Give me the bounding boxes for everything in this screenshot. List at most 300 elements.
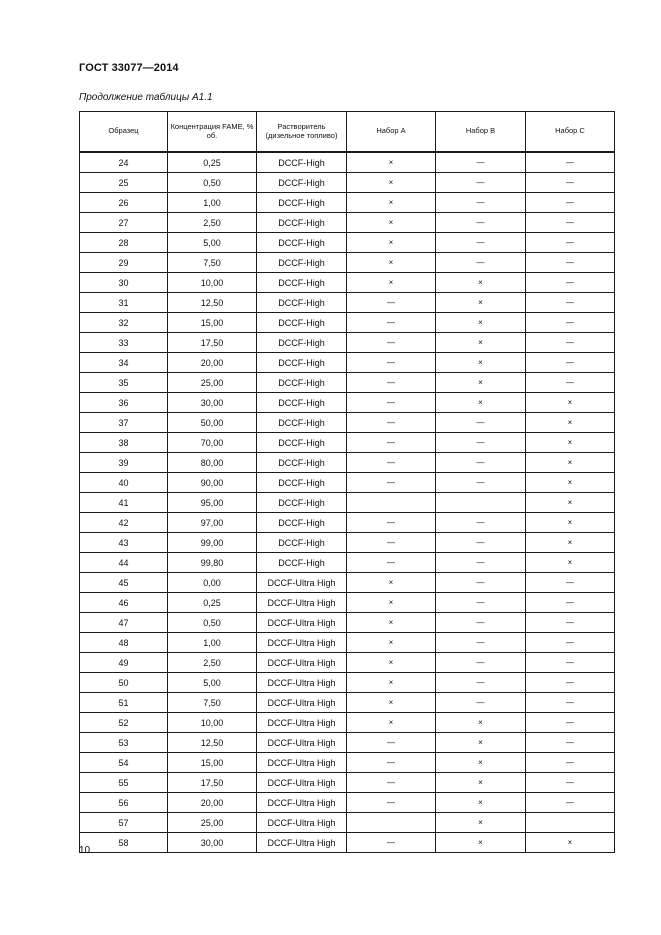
cell-value: 44: [118, 557, 129, 568]
cell-value: DCCF-Ultra High: [267, 817, 336, 828]
cell-value: 25,00: [200, 377, 224, 388]
table-row: [80, 333, 615, 353]
set-mark: —: [476, 158, 485, 167]
set-mark: —: [566, 738, 574, 747]
set-mark: —: [566, 758, 574, 767]
cell-sample: [80, 213, 168, 233]
cell-set-b: [436, 152, 526, 173]
cell-solvent: [257, 713, 347, 733]
set-mark: —: [566, 658, 574, 667]
cell-sample: [80, 193, 168, 213]
set-mark: ×: [478, 398, 483, 407]
set-mark: ×: [478, 838, 483, 847]
set-mark: —: [566, 378, 574, 387]
set-mark: ×: [388, 278, 394, 287]
cell-value: 0,50: [203, 617, 221, 628]
cell-set-c: [526, 673, 615, 693]
cell-value: 0,50: [203, 177, 221, 188]
cell-set-a: [347, 413, 436, 433]
cell-set-b: [436, 193, 526, 213]
set-mark: ×: [388, 618, 394, 627]
cell-set-a: [347, 193, 436, 213]
cell-value: 42: [118, 517, 129, 528]
cell-value: 99,80: [200, 557, 224, 568]
set-mark: —: [387, 338, 395, 347]
set-mark: ×: [388, 698, 394, 707]
set-mark: —: [387, 378, 395, 387]
table-row: [80, 733, 615, 753]
cell-set-a: [347, 713, 436, 733]
cell-sample: [80, 733, 168, 753]
cell-set-c: [526, 793, 615, 813]
cell-value: DCCF-High: [278, 457, 325, 468]
set-mark: ×: [478, 738, 483, 747]
table-header-row: [80, 112, 615, 153]
cell-set-c: [526, 152, 615, 173]
cell-concentration: [168, 273, 257, 293]
set-mark: —: [387, 358, 395, 367]
cell-concentration: [168, 152, 257, 173]
cell-value: 56: [118, 797, 129, 808]
cell-concentration: [168, 433, 257, 453]
cell-concentration: [168, 593, 257, 613]
set-mark: —: [387, 778, 395, 787]
cell-value: 15,00: [200, 317, 224, 328]
table-row: [80, 673, 615, 693]
cell-sample: [80, 313, 168, 333]
cell-concentration: [168, 313, 257, 333]
table-row: [80, 493, 615, 513]
cell-concentration: [168, 613, 257, 633]
set-mark: ×: [388, 258, 394, 267]
cell-set-a: [347, 333, 436, 353]
cell-set-b: [436, 173, 526, 193]
cell-value: DCCF-High: [278, 257, 325, 268]
set-mark: ×: [388, 598, 394, 607]
table-row: [80, 813, 615, 833]
cell-sample: [80, 473, 168, 493]
cell-sample: [80, 813, 168, 833]
cell-value: 10,00: [200, 277, 224, 288]
cell-sample: [80, 173, 168, 193]
table-row: [80, 433, 615, 453]
cell-sample: [80, 353, 168, 373]
cell-set-c: [526, 753, 615, 773]
cell-value: 25: [118, 177, 129, 188]
cell-set-a: [347, 493, 436, 513]
table-row: [80, 793, 615, 813]
cell-set-a: [347, 813, 436, 833]
table-row: [80, 713, 615, 733]
cell-concentration: [168, 573, 257, 593]
cell-value: 5,00: [203, 237, 221, 248]
cell-value: 26: [118, 197, 129, 208]
set-mark: ×: [388, 638, 394, 647]
cell-value: 7,50: [203, 257, 221, 268]
cell-value: 47: [118, 617, 129, 628]
set-mark: —: [566, 718, 574, 727]
cell-concentration: [168, 353, 257, 373]
cell-value: 1,00: [203, 637, 221, 648]
cell-solvent: [257, 573, 347, 593]
cell-value: 20,00: [200, 797, 224, 808]
cell-set-b: [436, 373, 526, 393]
cell-sample: [80, 393, 168, 413]
cell-concentration: [168, 213, 257, 233]
cell-concentration: [168, 773, 257, 793]
cell-set-a: [347, 353, 436, 373]
set-mark: —: [566, 198, 574, 207]
cell-solvent: [257, 813, 347, 833]
set-mark: —: [566, 358, 574, 367]
cell-value: 34: [118, 357, 129, 368]
table-row: [80, 453, 615, 473]
set-mark: —: [387, 398, 395, 407]
cell-set-a: [347, 453, 436, 473]
cell-concentration: [168, 333, 257, 353]
cell-set-a: [347, 253, 436, 273]
cell-set-a: [347, 233, 436, 253]
cell-set-a: [347, 513, 436, 533]
cell-value: 57: [118, 817, 129, 828]
cell-solvent: [257, 152, 347, 173]
set-mark: —: [476, 258, 485, 267]
cell-value: DCCF-High: [278, 277, 325, 288]
cell-set-a: [347, 173, 436, 193]
cell-set-c: [526, 633, 615, 653]
set-mark: —: [476, 478, 485, 487]
set-mark: ×: [567, 558, 573, 567]
cell-value: DCCF-High: [278, 337, 325, 348]
table-row: [80, 293, 615, 313]
cell-value: 37: [118, 417, 129, 428]
cell-set-a: [347, 693, 436, 713]
cell-set-c: [526, 773, 615, 793]
set-mark: —: [387, 838, 395, 847]
cell-concentration: [168, 233, 257, 253]
table-row: [80, 773, 615, 793]
set-mark: —: [476, 538, 485, 547]
cell-set-a: [347, 633, 436, 653]
cell-set-c: [526, 433, 615, 453]
table-row: [80, 353, 615, 373]
cell-sample: [80, 573, 168, 593]
cell-set-b: [436, 353, 526, 373]
cell-value: 38: [118, 437, 129, 448]
set-mark: —: [566, 318, 574, 327]
header-set-b: Набор В: [436, 112, 526, 153]
cell-solvent: [257, 613, 347, 633]
set-mark: ×: [388, 218, 394, 227]
cell-value: 0,25: [203, 597, 221, 608]
set-mark: —: [476, 598, 485, 607]
cell-concentration: [168, 753, 257, 773]
cell-set-a: [347, 473, 436, 493]
cell-solvent: [257, 773, 347, 793]
cell-value: 49: [118, 657, 129, 668]
cell-set-c: [526, 693, 615, 713]
cell-set-c: [526, 833, 615, 853]
cell-value: 41: [118, 497, 129, 508]
cell-value: 20,00: [200, 357, 224, 368]
set-mark: —: [566, 178, 574, 187]
set-mark: —: [476, 418, 485, 427]
cell-set-b: [436, 333, 526, 353]
cell-value: 12,50: [200, 737, 224, 748]
cell-set-b: [436, 313, 526, 333]
cell-value: 1,00: [203, 197, 221, 208]
cell-value: 17,50: [200, 337, 224, 348]
set-mark: —: [476, 658, 485, 667]
cell-value: 52: [118, 717, 129, 728]
cell-set-b: [436, 493, 526, 513]
cell-solvent: [257, 273, 347, 293]
cell-value: 39: [118, 457, 129, 468]
cell-concentration: [168, 653, 257, 673]
table-row: [80, 593, 615, 613]
cell-value: DCCF-Ultra High: [267, 797, 336, 808]
cell-set-a: [347, 653, 436, 673]
cell-set-b: [436, 693, 526, 713]
set-mark: —: [566, 618, 574, 627]
set-mark: —: [566, 698, 574, 707]
cell-value: DCCF-Ultra High: [267, 697, 336, 708]
cell-value: DCCF-High: [278, 497, 325, 508]
cell-concentration: [168, 733, 257, 753]
set-mark: —: [387, 418, 395, 427]
cell-concentration: [168, 413, 257, 433]
cell-set-b: [436, 473, 526, 493]
set-mark: —: [566, 218, 574, 227]
set-mark: ×: [478, 318, 483, 327]
cell-set-c: [526, 713, 615, 733]
set-mark: —: [566, 278, 574, 287]
cell-solvent: [257, 193, 347, 213]
cell-set-a: [347, 393, 436, 413]
cell-set-b: [436, 533, 526, 553]
cell-solvent: [257, 233, 347, 253]
cell-set-a: [347, 553, 436, 573]
cell-concentration: [168, 493, 257, 513]
cell-value: DCCF-Ultra High: [267, 837, 336, 848]
cell-value: 12,50: [200, 297, 224, 308]
cell-solvent: [257, 793, 347, 813]
cell-concentration: [168, 293, 257, 313]
cell-concentration: [168, 453, 257, 473]
cell-set-c: [526, 553, 615, 573]
cell-set-b: [436, 393, 526, 413]
cell-set-a: [347, 373, 436, 393]
document-title: ГОСТ 33077—2014: [79, 62, 179, 74]
cell-set-b: [436, 713, 526, 733]
cell-solvent: [257, 213, 347, 233]
cell-value: 10,00: [200, 717, 224, 728]
cell-concentration: [168, 553, 257, 573]
cell-value: 80,00: [200, 457, 224, 468]
cell-set-b: [436, 273, 526, 293]
set-mark: ×: [567, 418, 573, 427]
set-mark: —: [476, 578, 485, 587]
cell-value: DCCF-High: [278, 217, 325, 228]
cell-solvent: [257, 253, 347, 273]
cell-sample: [80, 553, 168, 573]
header-set-c: Набор С: [526, 112, 615, 153]
cell-sample: [80, 833, 168, 853]
table-row: [80, 313, 615, 333]
set-mark: —: [566, 778, 574, 787]
cell-solvent: [257, 353, 347, 373]
cell-value: DCCF-High: [278, 357, 325, 368]
cell-concentration: [168, 473, 257, 493]
set-mark: —: [566, 678, 574, 687]
cell-sample: [80, 633, 168, 653]
table-row: [80, 553, 615, 573]
cell-value: 0,25: [203, 157, 221, 168]
cell-sample: [80, 713, 168, 733]
cell-value: 97,00: [200, 517, 224, 528]
cell-value: DCCF-Ultra High: [267, 757, 336, 768]
cell-value: DCCF-Ultra High: [267, 677, 336, 688]
set-mark: —: [387, 738, 395, 747]
cell-set-a: [347, 833, 436, 853]
cell-set-c: [526, 813, 615, 833]
table-row: [80, 193, 615, 213]
cell-solvent: [257, 833, 347, 853]
cell-sample: [80, 152, 168, 173]
cell-set-b: [436, 233, 526, 253]
cell-value: DCCF-High: [278, 377, 325, 388]
set-mark: ×: [567, 518, 573, 527]
table-row: [80, 273, 615, 293]
table-row: [80, 473, 615, 493]
set-mark: —: [476, 698, 485, 707]
cell-value: 2,50: [203, 657, 221, 668]
cell-solvent: [257, 633, 347, 653]
cell-set-b: [436, 653, 526, 673]
cell-set-c: [526, 453, 615, 473]
cell-solvent: [257, 413, 347, 433]
cell-value: DCCF-High: [278, 417, 325, 428]
cell-value: 32: [118, 317, 129, 328]
cell-concentration: [168, 393, 257, 413]
cell-sample: [80, 773, 168, 793]
set-mark: ×: [388, 178, 394, 187]
cell-sample: [80, 673, 168, 693]
table-row: [80, 753, 615, 773]
set-mark: ×: [478, 378, 483, 387]
cell-value: DCCF-Ultra High: [267, 657, 336, 668]
cell-set-b: [436, 433, 526, 453]
table-row: [80, 213, 615, 233]
cell-sample: [80, 793, 168, 813]
cell-value: 55: [118, 777, 129, 788]
cell-set-c: [526, 313, 615, 333]
cell-sample: [80, 693, 168, 713]
cell-value: DCCF-Ultra High: [267, 717, 336, 728]
cell-solvent: [257, 673, 347, 693]
cell-value: 15,00: [200, 757, 224, 768]
cell-value: 51: [118, 697, 129, 708]
set-mark: —: [566, 258, 574, 267]
set-mark: —: [476, 218, 485, 227]
cell-set-a: [347, 733, 436, 753]
cell-value: DCCF-Ultra High: [267, 597, 336, 608]
cell-sample: [80, 273, 168, 293]
cell-value: 50: [118, 677, 129, 688]
table-row: [80, 573, 615, 593]
set-mark: ×: [567, 438, 573, 447]
cell-solvent: [257, 313, 347, 333]
cell-set-b: [436, 453, 526, 473]
cell-set-a: [347, 533, 436, 553]
cell-sample: [80, 533, 168, 553]
table-body: [80, 152, 615, 853]
cell-value: DCCF-High: [278, 177, 325, 188]
set-mark: ×: [567, 538, 573, 547]
cell-set-c: [526, 393, 615, 413]
cell-solvent: [257, 753, 347, 773]
set-mark: —: [387, 438, 395, 447]
cell-set-b: [436, 513, 526, 533]
cell-solvent: [257, 593, 347, 613]
cell-value: 5,00: [203, 677, 221, 688]
header-sample: Образец: [80, 112, 168, 153]
table-row: [80, 152, 615, 173]
cell-value: 43: [118, 537, 129, 548]
cell-set-b: [436, 613, 526, 633]
set-mark: —: [566, 298, 574, 307]
cell-value: 45: [118, 577, 129, 588]
cell-set-c: [526, 213, 615, 233]
set-mark: —: [387, 758, 395, 767]
cell-set-c: [526, 253, 615, 273]
set-mark: —: [387, 478, 395, 487]
cell-set-a: [347, 613, 436, 633]
cell-set-c: [526, 333, 615, 353]
cell-value: DCCF-High: [278, 537, 325, 548]
cell-solvent: [257, 473, 347, 493]
table-row: [80, 693, 615, 713]
cell-set-b: [436, 413, 526, 433]
cell-value: 53: [118, 737, 129, 748]
set-mark: ×: [388, 578, 394, 587]
cell-set-b: [436, 633, 526, 653]
set-mark: ×: [388, 718, 394, 727]
cell-value: 29: [118, 257, 129, 268]
cell-value: 28: [118, 237, 129, 248]
cell-set-c: [526, 273, 615, 293]
cell-set-b: [436, 813, 526, 833]
set-mark: —: [476, 198, 485, 207]
set-mark: ×: [478, 778, 483, 787]
set-mark: ×: [567, 838, 573, 847]
cell-sample: [80, 253, 168, 273]
set-mark: —: [476, 238, 485, 247]
cell-set-a: [347, 673, 436, 693]
cell-value: 70,00: [200, 437, 224, 448]
cell-set-c: [526, 493, 615, 513]
cell-value: DCCF-High: [278, 397, 325, 408]
set-mark: —: [566, 578, 574, 587]
cell-value: 54: [118, 757, 129, 768]
set-mark: —: [476, 178, 485, 187]
set-mark: —: [566, 338, 574, 347]
cell-value: 48: [118, 637, 129, 648]
set-mark: —: [476, 458, 485, 467]
cell-concentration: [168, 693, 257, 713]
cell-value: 2,50: [203, 217, 221, 228]
set-mark: —: [566, 158, 574, 167]
